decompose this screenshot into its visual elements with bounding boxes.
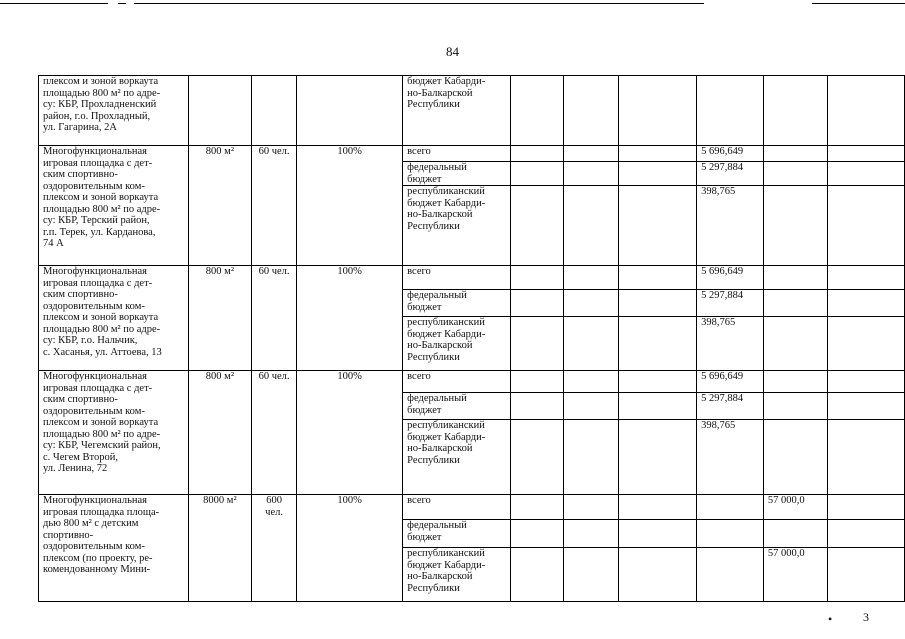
value-cell (697, 520, 764, 548)
capacity-cell: 60 чел. (252, 371, 297, 495)
table-row (39, 495, 905, 520)
value-cell (564, 548, 618, 602)
value-cell (827, 162, 904, 186)
readiness-cell: 100% (296, 146, 402, 266)
funding-source-cell: федеральный бюджет (403, 290, 511, 317)
value-cell: 398,765 (697, 420, 764, 495)
value-cell (697, 76, 764, 146)
value-cell (697, 548, 764, 602)
funding-source-cell: республиканский бюджет Кабарди- но-Балкарской Республики (403, 186, 511, 266)
value-cell (763, 76, 827, 146)
value-cell (763, 393, 827, 420)
value-cell (697, 495, 764, 520)
capacity-cell: 60 чел. (252, 266, 297, 371)
value-cell (564, 186, 618, 266)
value-cell: 5 297,884 (697, 393, 764, 420)
header-rule (812, 3, 905, 4)
table-row (39, 371, 905, 393)
value-cell (618, 186, 696, 266)
value-cell (618, 76, 696, 146)
funding-source-cell: всего (403, 371, 511, 393)
footer-mark: 3 (863, 610, 869, 624)
value-cell (618, 548, 696, 602)
value-cell: 5 297,884 (697, 162, 764, 186)
area-cell (188, 76, 252, 146)
value-cell (618, 146, 696, 162)
readiness-cell: 100% (296, 266, 402, 371)
table-row (39, 76, 905, 146)
readiness-cell: 100% (296, 495, 402, 602)
value-cell (564, 290, 618, 317)
value-cell (510, 146, 563, 162)
value-cell (510, 548, 563, 602)
value-cell: 398,765 (697, 317, 764, 371)
value-cell: 5 696,649 (697, 266, 764, 290)
page-number: 84 (446, 44, 459, 59)
value-cell (827, 520, 904, 548)
value-cell (510, 290, 563, 317)
value-cell (564, 162, 618, 186)
value-cell (618, 371, 696, 393)
value-cell: 5 297,884 (697, 290, 764, 317)
value-cell (564, 420, 618, 495)
header-rule (118, 3, 126, 4)
value-cell (510, 186, 563, 266)
area-cell: 800 м² (188, 371, 252, 495)
header-rule (134, 3, 704, 4)
value-cell (618, 266, 696, 290)
object-description-cell: Многофункциональная игровая площадка площа- дью 800 м² с детским спортивно- оздоровительным ком- плексом (по проекту, ре- комендованному Мини- (39, 495, 189, 602)
value-cell: 5 696,649 (697, 371, 764, 393)
value-cell (827, 266, 904, 290)
area-cell: 800 м² (188, 266, 252, 371)
value-cell (564, 495, 618, 520)
value-cell (827, 317, 904, 371)
value-cell (763, 162, 827, 186)
funding-source-cell: республиканский бюджет Кабарди- но-Балкарской Республики (403, 420, 511, 495)
value-cell (763, 371, 827, 393)
value-cell (510, 495, 563, 520)
value-cell (618, 393, 696, 420)
value-cell (618, 495, 696, 520)
header-rule (0, 3, 108, 4)
value-cell (510, 520, 563, 548)
value-cell (510, 371, 563, 393)
value-cell (827, 495, 904, 520)
value-cell (564, 317, 618, 371)
footer-mark: • (828, 612, 833, 626)
funding-source-cell: всего (403, 266, 511, 290)
value-cell (618, 162, 696, 186)
value-cell (510, 76, 563, 146)
value-cell (827, 146, 904, 162)
value-cell (618, 420, 696, 495)
value-cell (618, 317, 696, 371)
value-cell (510, 393, 563, 420)
value-cell (510, 420, 563, 495)
funding-source-cell: бюджет Кабарди- но-Балкарской Республики (403, 76, 511, 146)
value-cell (510, 317, 563, 371)
value-cell (763, 317, 827, 371)
readiness-cell (296, 76, 402, 146)
object-description-cell: плексом и зоной воркаута площадью 800 м² по адре- су: КБР, Прохладненский район, г.о. Прохладный, ул. Гагарина, 2А (39, 76, 189, 146)
funding-source-cell: федеральный бюджет (403, 393, 511, 420)
value-cell (827, 393, 904, 420)
value-cell (564, 146, 618, 162)
capacity-cell: 600 чел. (252, 495, 297, 602)
funding-source-cell: республиканский бюджет Кабарди- но-Балкарской Республики (403, 548, 511, 602)
area-cell: 8000 м² (188, 495, 252, 602)
area-cell: 800 м² (188, 146, 252, 266)
capacity-cell: 60 чел. (252, 146, 297, 266)
funding-source-cell: республиканский бюджет Кабарди- но-Балкарской Республики (403, 317, 511, 371)
value-cell: 57 000,0 (763, 495, 827, 520)
capacity-cell (252, 76, 297, 146)
value-cell: 57 000,0 (763, 548, 827, 602)
value-cell (827, 186, 904, 266)
value-cell (564, 266, 618, 290)
value-cell (510, 266, 563, 290)
value-cell (618, 520, 696, 548)
value-cell (763, 266, 827, 290)
value-cell (827, 420, 904, 495)
value-cell (564, 76, 618, 146)
table-row (39, 266, 905, 290)
value-cell (763, 420, 827, 495)
funding-source-cell: федеральный бюджет (403, 162, 511, 186)
value-cell (564, 520, 618, 548)
object-description-cell: Многофункциональная игровая площадка с дет- ским спортивно- оздоровительным ком- плексом и зоной воркаута площадью 800 м² по адре- су: КБР, г.о. Нальчик, с. Хасанья, ул. Аттоева, 13 (39, 266, 189, 371)
value-cell (564, 393, 618, 420)
value-cell (510, 162, 563, 186)
value-cell: 5 696,649 (697, 146, 764, 162)
value-cell (827, 371, 904, 393)
funding-source-cell: всего (403, 146, 511, 162)
funding-source-cell: всего (403, 495, 511, 520)
value-cell (827, 548, 904, 602)
budget-table (38, 75, 905, 602)
object-description-cell: Многофункциональная игровая площадка с дет- ским спортивно- оздоровительным ком- плексом и зоной воркаута площадью 800 м² по адре- су: КБР, Терский район, г.п. Терек, ул. Карданова, 74 А (39, 146, 189, 266)
value-cell (618, 290, 696, 317)
value-cell (763, 290, 827, 317)
value-cell (564, 371, 618, 393)
table-row (39, 146, 905, 162)
value-cell: 398,765 (697, 186, 764, 266)
value-cell (827, 76, 904, 146)
value-cell (763, 186, 827, 266)
readiness-cell: 100% (296, 371, 402, 495)
value-cell (763, 520, 827, 548)
object-description-cell: Многофункциональная игровая площадка с дет- ским спортивно- оздоровительным ком- плексом и зоной воркаута площадью 800 м² по адре- су: КБР, Чегемский район, с. Чегем Второй, ул. Ленина, 72 (39, 371, 189, 495)
value-cell (827, 290, 904, 317)
funding-source-cell: федеральный бюджет (403, 520, 511, 548)
value-cell (763, 146, 827, 162)
